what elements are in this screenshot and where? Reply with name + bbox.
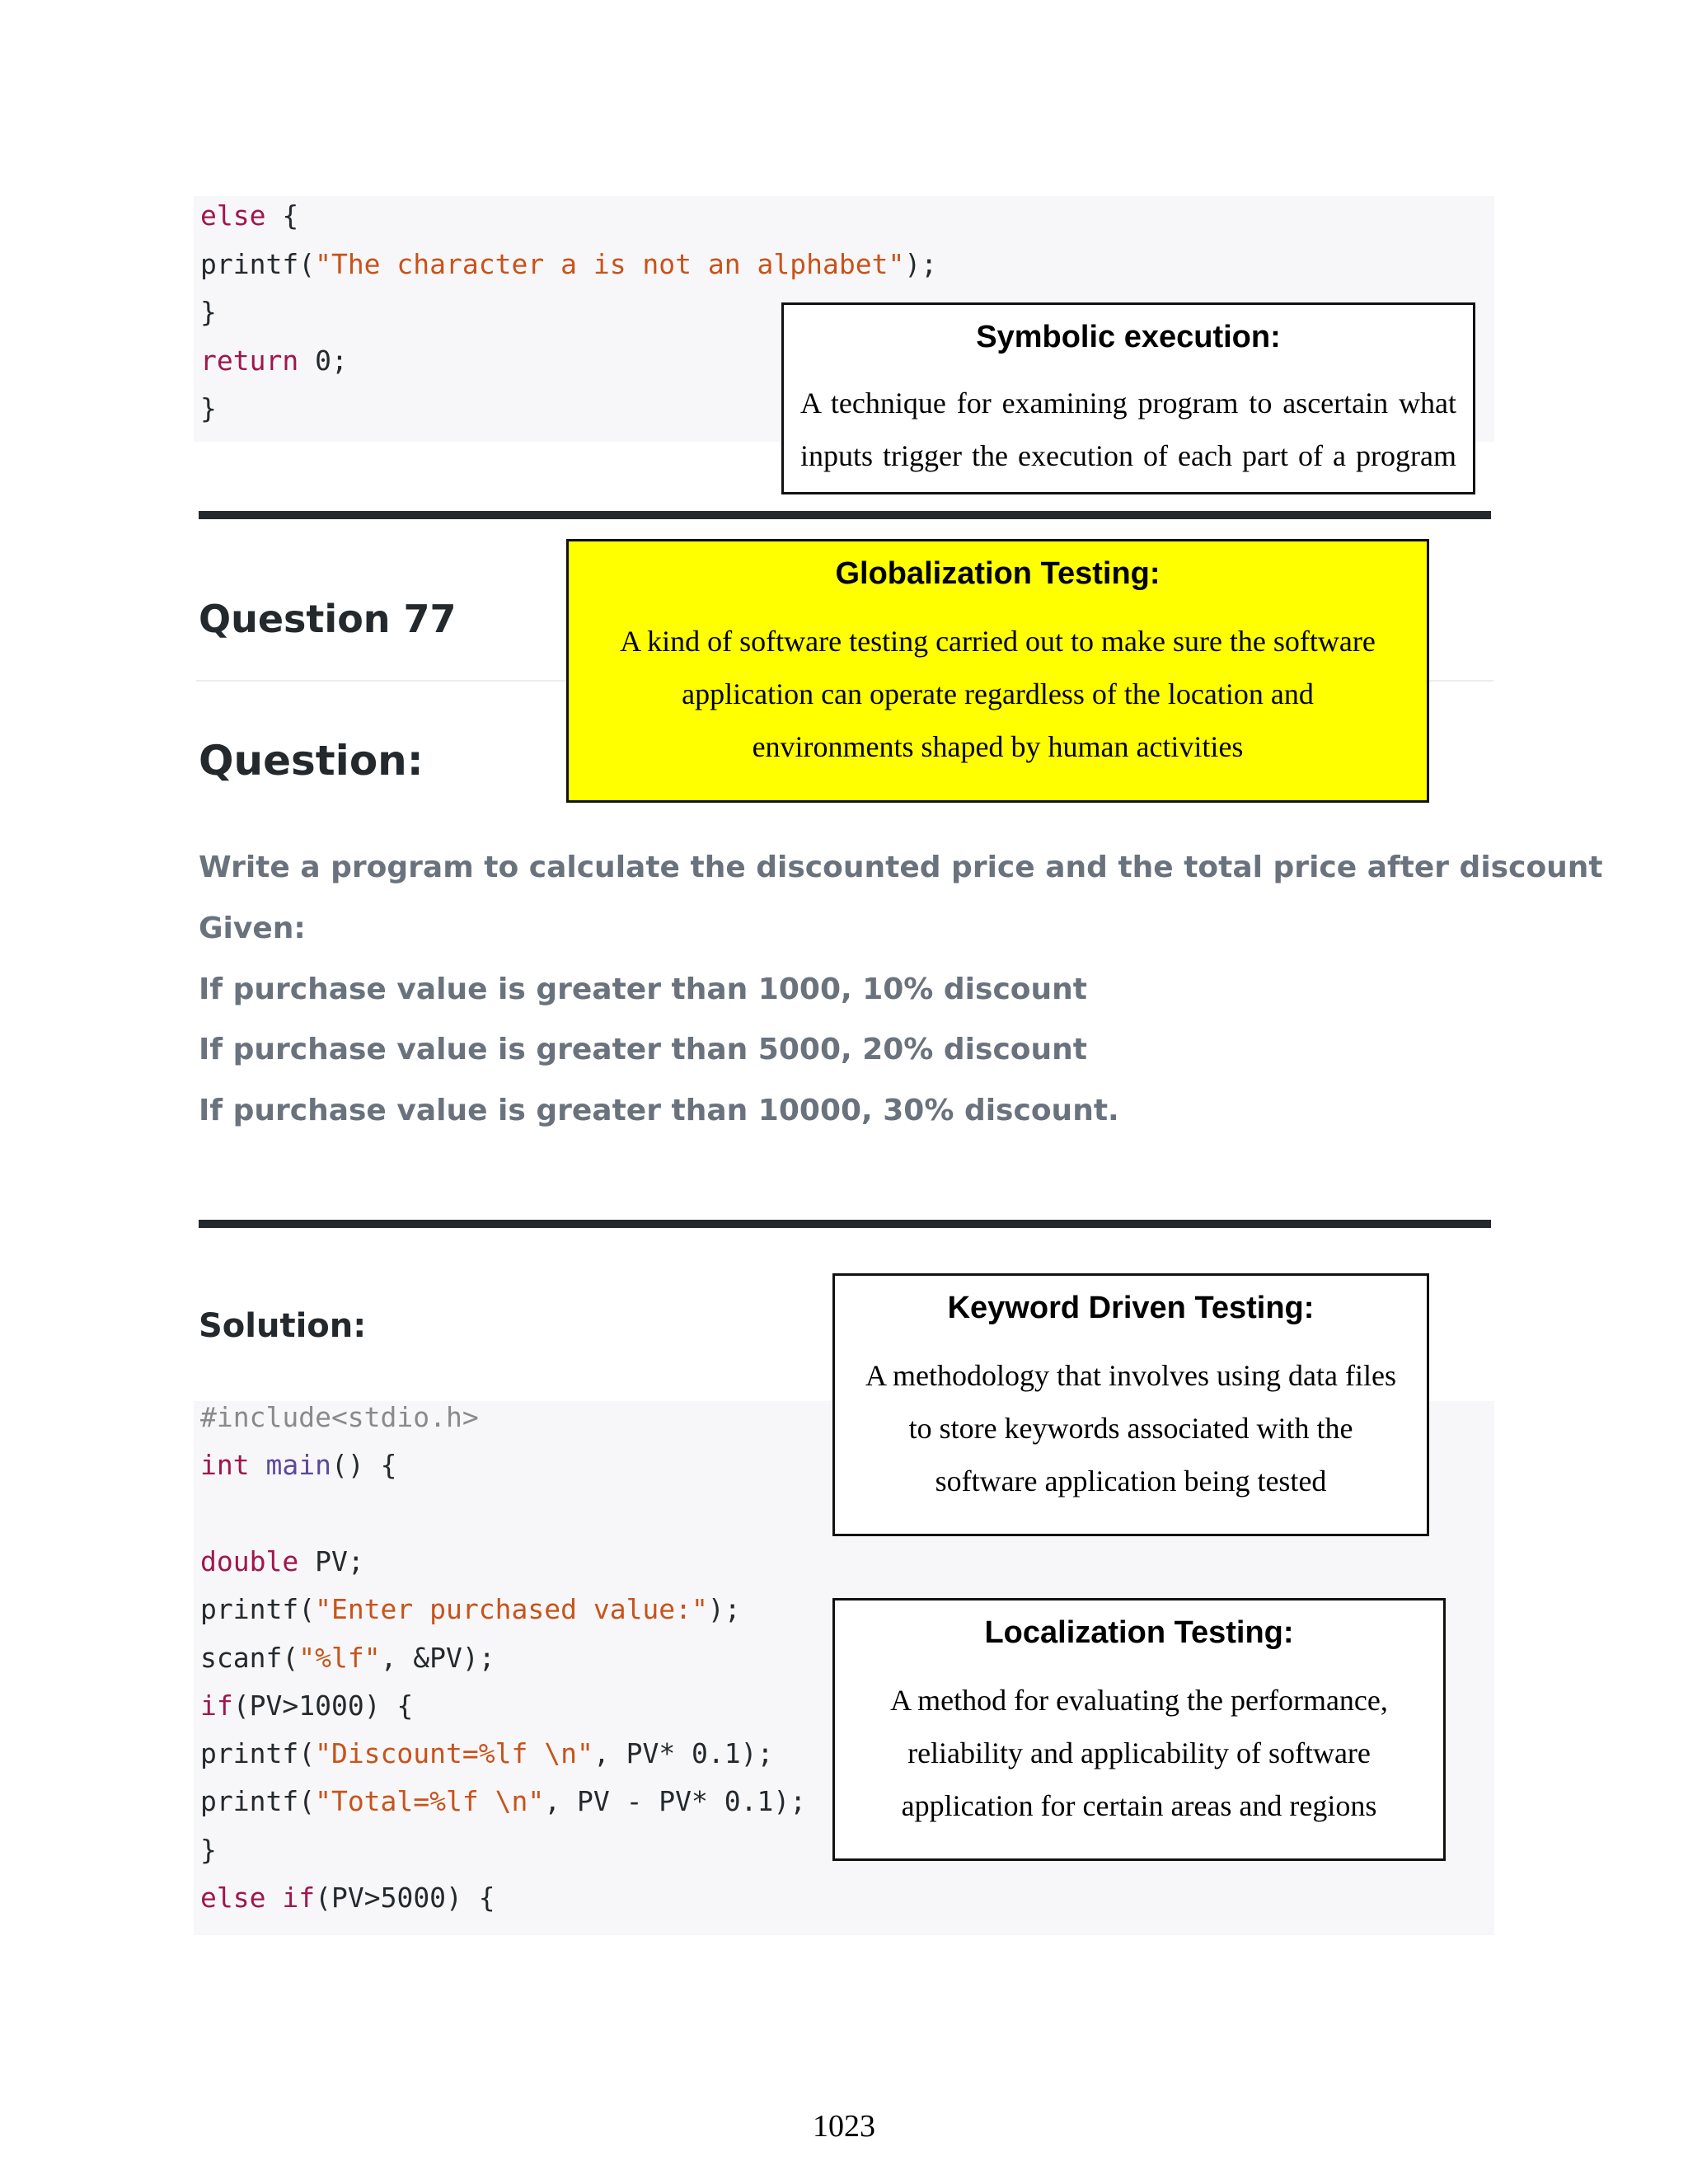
question-text-line: If purchase value is greater than 5000, 20% discount xyxy=(199,1033,1087,1066)
callout-title: Symbolic execution: xyxy=(976,320,1281,354)
question-text-line: If purchase value is greater than 1000, 10% discount xyxy=(199,972,1087,1006)
question-text-line: Write a program to calculate the discounted price and the total price after discount xyxy=(199,851,1603,884)
code-token: scanf( xyxy=(200,1641,299,1674)
code-token: , PV - PV* 0.1); xyxy=(544,1785,807,1818)
code-bottom-line xyxy=(200,1449,396,1482)
question-text-line: If purchase value is greater than 10000, 30% discount. xyxy=(199,1094,1119,1127)
question-label: Question: xyxy=(199,737,424,785)
section-divider xyxy=(199,1220,1491,1228)
code-token: "Total=%lf \n" xyxy=(315,1785,545,1818)
code-token: printf( xyxy=(200,1785,316,1818)
code-bottom-line xyxy=(200,1690,413,1722)
code-token: "%lf" xyxy=(298,1641,381,1674)
code-top-line xyxy=(200,248,937,281)
code-token: printf( xyxy=(200,247,316,280)
callout-body xyxy=(784,377,1473,482)
callout-line: A methodology that involves using data files xyxy=(865,1359,1396,1392)
code-token: () { xyxy=(331,1449,397,1482)
code-bottom-line xyxy=(200,1401,479,1434)
callout-line: software application being tested xyxy=(935,1465,1327,1497)
code-token: else xyxy=(200,199,266,232)
callout-title: Localization Testing: xyxy=(984,1615,1294,1650)
code-bottom-line xyxy=(200,1545,364,1578)
callout-body xyxy=(835,1674,1443,1832)
callout-body xyxy=(569,615,1427,773)
code-token: , PV* 0.1); xyxy=(593,1737,774,1770)
code-token: PV; xyxy=(298,1544,364,1577)
code-token: printf( xyxy=(200,1737,316,1770)
callout-line: to store keywords associated with the xyxy=(908,1412,1353,1445)
code-token: } xyxy=(200,392,217,424)
callout-globalization-testing xyxy=(566,539,1429,803)
code-bottom-line xyxy=(200,1785,806,1818)
code-bottom-line xyxy=(200,1882,495,1915)
code-token: ); xyxy=(904,247,938,280)
solution-label: Solution: xyxy=(199,1307,367,1345)
callout-title: Globalization Testing: xyxy=(835,556,1160,591)
code-token: double xyxy=(200,1544,299,1577)
callout-line: A technique for examining program to ascertain what xyxy=(800,387,1456,419)
callout-line: application can operate regardless of the location and xyxy=(682,677,1314,710)
code-token: ); xyxy=(707,1593,741,1626)
callout-line: A method for evaluating the performance, xyxy=(890,1684,1388,1717)
callout-keyword-driven-testing xyxy=(832,1273,1429,1536)
code-token: "Discount=%lf \n" xyxy=(315,1737,593,1770)
code-token: int xyxy=(200,1449,250,1482)
callout-body xyxy=(835,1349,1427,1507)
code-token: return xyxy=(200,344,299,377)
callout-title: Keyword Driven Testing: xyxy=(947,1291,1315,1325)
code-token: #include<stdio.h> xyxy=(200,1401,479,1433)
code-top-line xyxy=(200,199,298,232)
code-token: if xyxy=(282,1882,316,1914)
code-token xyxy=(250,1449,266,1481)
callout-line: A kind of software testing carried out to make sure the software xyxy=(620,625,1376,658)
callout-line: environments shaped by human activities xyxy=(752,730,1244,763)
code-bottom-line xyxy=(200,1642,495,1675)
code-token: main xyxy=(265,1449,331,1482)
code-bottom-line xyxy=(200,1593,741,1626)
code-token: (PV>5000) { xyxy=(315,1882,495,1914)
code-token: (PV>1000) { xyxy=(232,1689,414,1722)
code-top-line xyxy=(200,296,217,329)
code-top-line xyxy=(200,392,217,425)
code-token: "Enter purchased value:" xyxy=(315,1593,708,1626)
code-token: } xyxy=(200,296,217,328)
question-number-heading: Question 77 xyxy=(199,597,457,641)
code-bottom-line xyxy=(200,1834,217,1867)
code-token: } xyxy=(200,1833,217,1866)
code-token: 0; xyxy=(298,344,348,377)
section-divider xyxy=(199,511,1491,519)
code-token: printf( xyxy=(200,1593,316,1626)
code-bottom-line xyxy=(200,1737,773,1770)
code-token: , &PV); xyxy=(380,1641,495,1674)
question-text-line: Given: xyxy=(199,912,306,945)
callout-line: reliability and applicability of software xyxy=(907,1736,1371,1769)
code-token: if xyxy=(200,1689,233,1722)
code-top-line xyxy=(200,344,348,377)
code-token: "The character a is not an alphabet" xyxy=(315,247,905,280)
callout-line: application for certain areas and regions xyxy=(901,1789,1377,1822)
code-token: else xyxy=(200,1882,266,1914)
callout-localization-testing xyxy=(832,1598,1446,1861)
code-token xyxy=(265,1882,282,1914)
code-token: { xyxy=(265,199,299,232)
callout-line: inputs trigger the execution of each part of a program xyxy=(800,439,1456,472)
callout-symbolic-execution xyxy=(781,302,1475,494)
page-number: 1023 xyxy=(813,2109,875,2144)
